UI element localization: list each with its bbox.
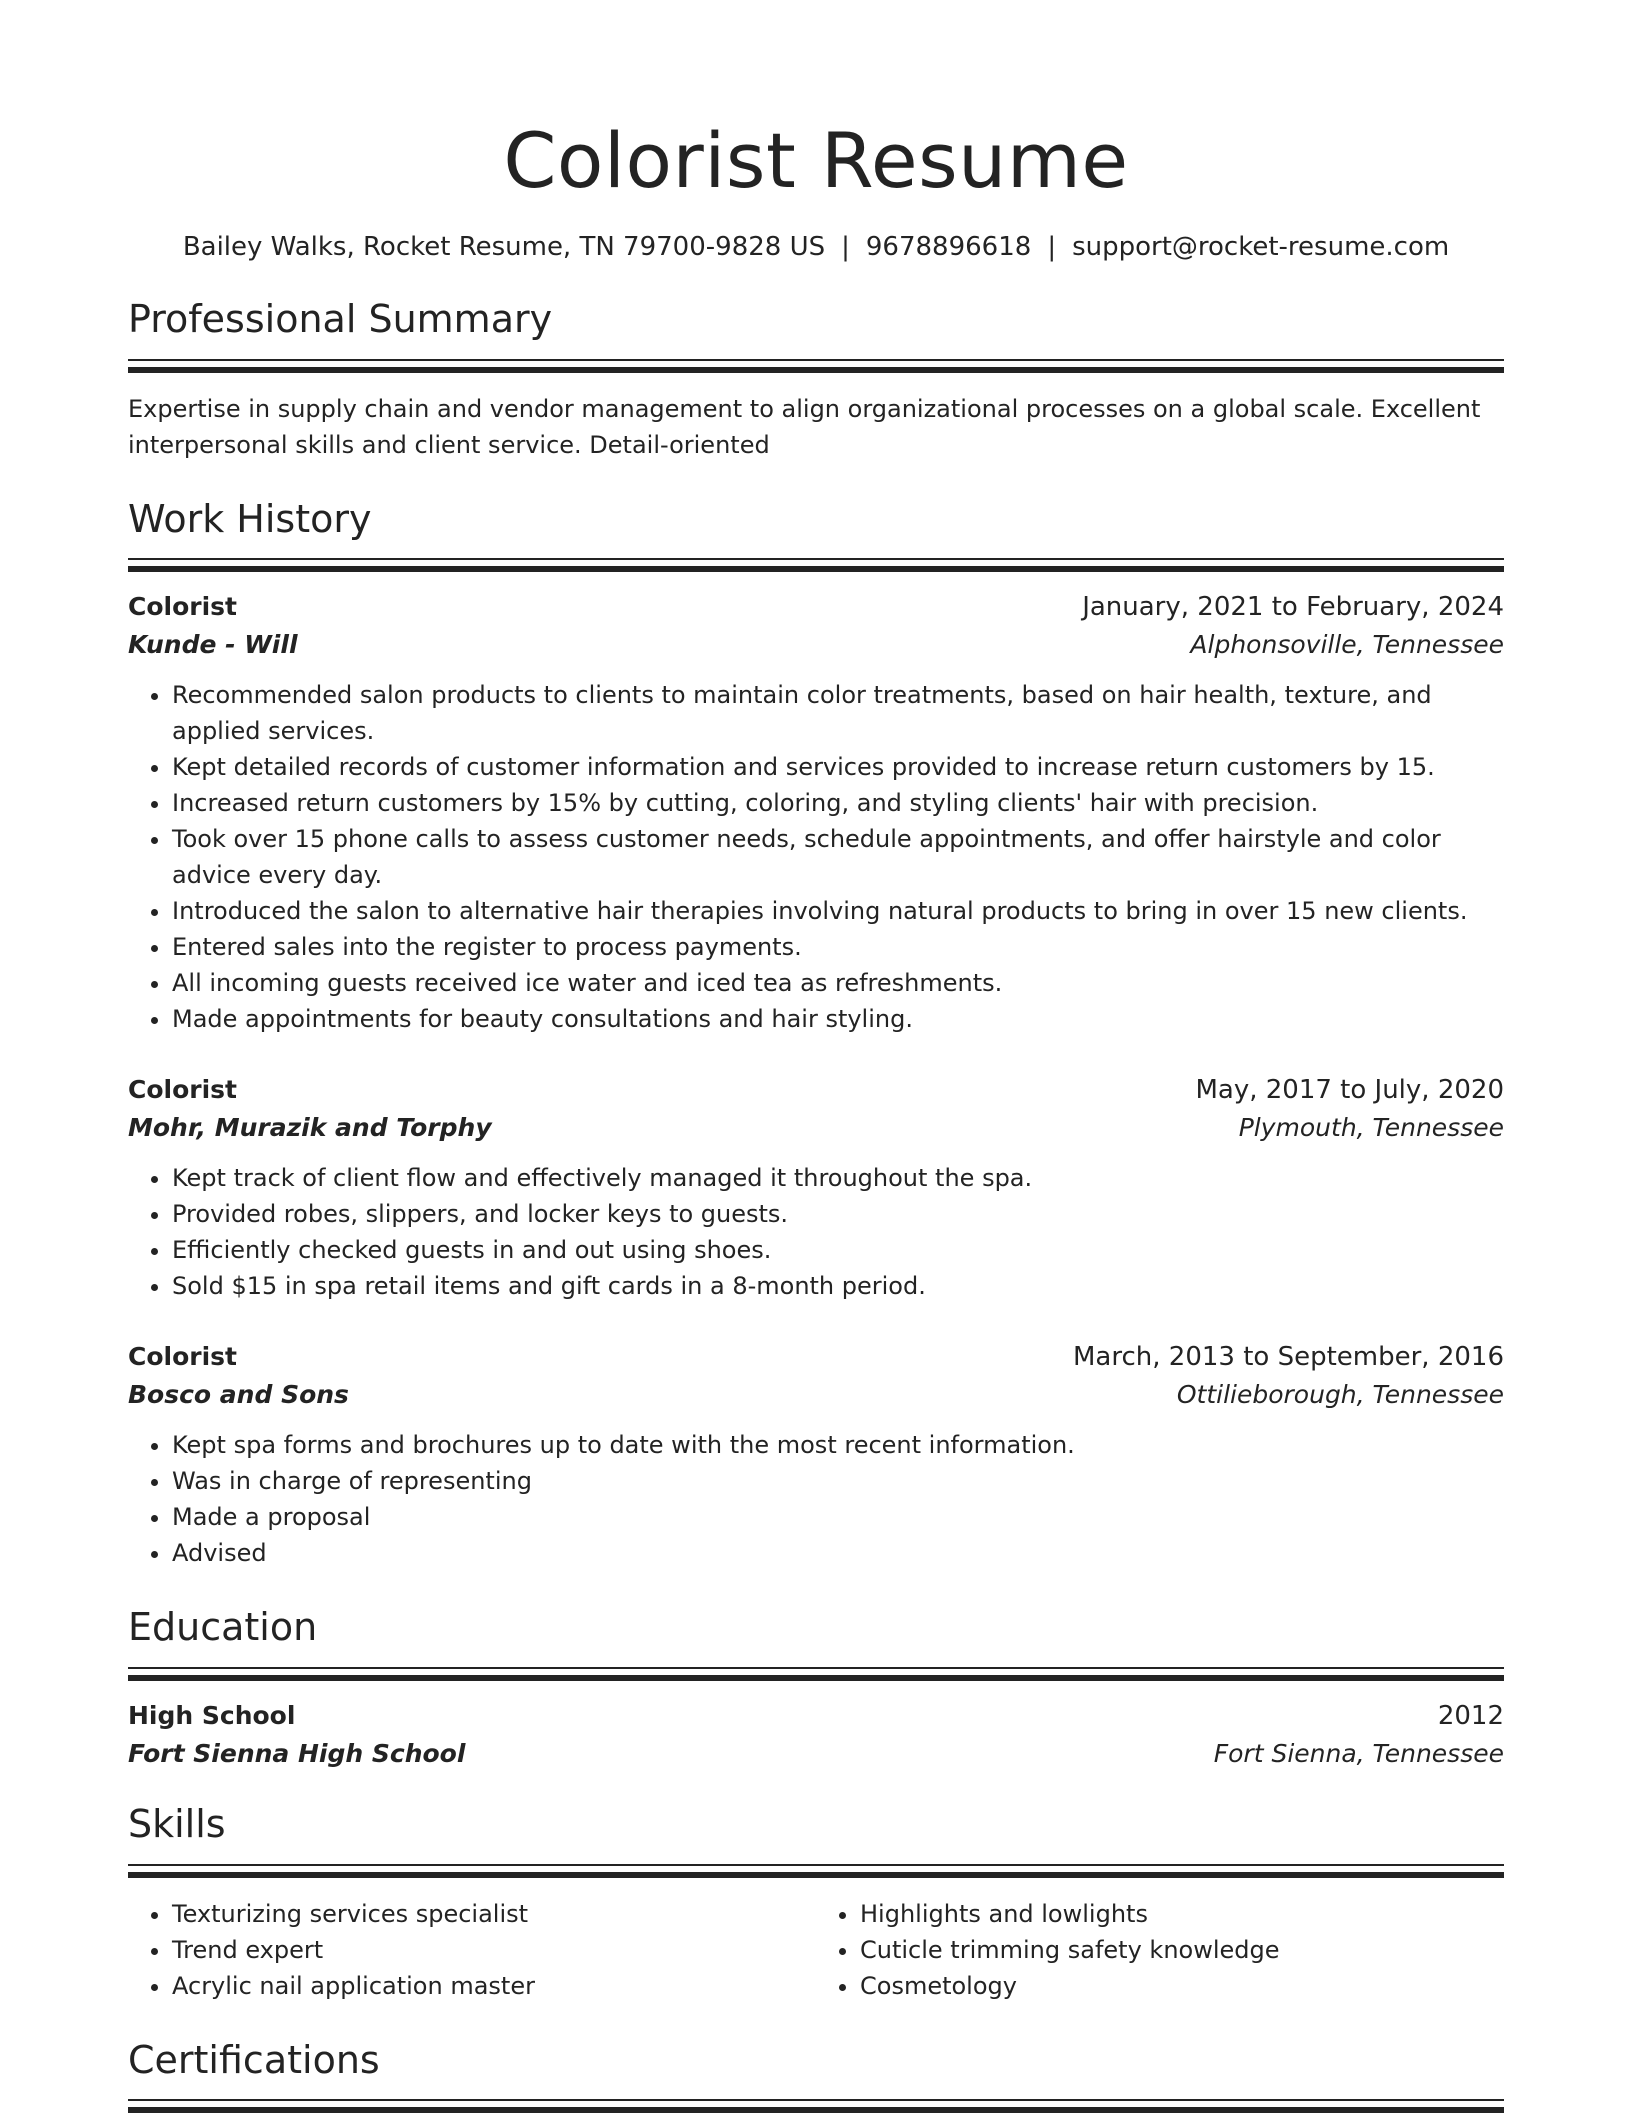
job-employer: Kunde - Will xyxy=(128,630,298,660)
list-item: • Recommended salon products to clients to maintain color treatments, based on hair health, texture, and applied services. xyxy=(172,677,1504,749)
contact-phone: 9678896618 xyxy=(865,232,1032,263)
skills-list-left xyxy=(128,1896,816,2004)
section-heading: Work History xyxy=(128,496,372,541)
job-entry xyxy=(128,1342,1504,1571)
contact-separator: | xyxy=(841,232,850,263)
list-item: • Kept detailed records of customer information and services provided to increase return customers by 15. xyxy=(172,749,1504,785)
list-item: • Was in charge of representing xyxy=(172,1463,1504,1499)
job-location: Ottilieborough, Tennessee xyxy=(1176,1380,1504,1410)
job-employer: Mohr, Murazik and Torphy xyxy=(128,1113,492,1143)
job-bullets xyxy=(128,677,1504,1037)
work-history-section xyxy=(128,497,1504,1572)
job-location: Plymouth, Tennessee xyxy=(1238,1113,1504,1143)
section-heading: Professional Summary xyxy=(128,297,553,342)
list-item: • Provided robes, slippers, and locker keys to guests. xyxy=(172,1196,1504,1232)
job-dates: March, 2013 to September, 2016 xyxy=(1073,1342,1504,1373)
section-divider xyxy=(128,359,1504,361)
job-bullets xyxy=(128,1160,1504,1304)
list-item: • Highlights and lowlights xyxy=(860,1896,1504,1932)
section-divider xyxy=(128,1864,1504,1866)
education-year: 2012 xyxy=(1437,1701,1504,1732)
skills-columns xyxy=(128,1896,1504,2004)
list-item: • Made appointments for beauty consultations and hair styling. xyxy=(172,1001,1504,1037)
section-divider xyxy=(128,1667,1504,1669)
list-item: • Sold $15 in spa retail items and gift cards in a 8-month period. xyxy=(172,1268,1504,1304)
section-divider xyxy=(128,558,1504,560)
list-item: • Kept spa forms and brochures up to date with the most recent information. xyxy=(172,1427,1504,1463)
section-heading: Education xyxy=(128,1605,318,1650)
list-item: • Took over 15 phone calls to assess customer needs, schedule appointments, and offer hairstyle and color advice every day. xyxy=(172,821,1504,893)
list-item: • Acrylic nail application master xyxy=(172,1968,816,2004)
job-dates: May, 2017 to July, 2020 xyxy=(1195,1075,1504,1106)
job-entry xyxy=(128,1075,1504,1304)
summary-text: Expertise in supply chain and vendor management to align organizational processes on a global scale. Excellent interpersonal skills and client service. Detail-oriented xyxy=(128,394,1481,459)
list-item: • Advised xyxy=(172,1535,1504,1571)
contact-separator: | xyxy=(1047,232,1057,263)
job-entry xyxy=(128,592,1504,1037)
list-item: • Entered sales into the register to process payments. xyxy=(172,929,1504,965)
skills-section xyxy=(128,1802,1504,2004)
certifications-section xyxy=(128,2038,1504,2113)
list-item: • Made a proposal xyxy=(172,1499,1504,1535)
education-school: Fort Sienna High School xyxy=(128,1739,466,1769)
list-item: • Cuticle trimming safety knowledge xyxy=(860,1932,1504,1968)
section-heading: Skills xyxy=(128,1802,226,1847)
section-divider xyxy=(128,2107,1504,2113)
skills-list-right xyxy=(816,1896,1504,2004)
list-item: • Texturizing services specialist xyxy=(172,1896,816,1932)
contact-line xyxy=(128,232,1504,263)
list-item: • Efficiently checked guests in and out using shoes. xyxy=(172,1232,1504,1268)
section-divider xyxy=(128,1675,1504,1681)
list-item: • Introduced the salon to alternative hair therapies involving natural products to bring in over 15 new clients. xyxy=(172,893,1504,929)
section-divider xyxy=(128,367,1504,373)
section-divider xyxy=(128,566,1504,572)
summary-section xyxy=(128,297,1504,463)
education-entry xyxy=(128,1701,1504,1768)
list-item: • Trend expert xyxy=(172,1932,816,1968)
list-item: • Increased return customers by 15% by cutting, coloring, and styling clients' hair with precision. xyxy=(172,785,1504,821)
job-location: Alphonsoville, Tennessee xyxy=(1190,630,1504,660)
contact-email: support@rocket-resume.com xyxy=(1072,232,1450,263)
section-heading: Certifications xyxy=(128,2037,380,2082)
list-item: • Kept track of client flow and effectively managed it throughout the spa. xyxy=(172,1160,1504,1196)
job-bullets xyxy=(128,1427,1504,1571)
education-section xyxy=(128,1605,1504,1768)
education-location: Fort Sienna, Tennessee xyxy=(1213,1739,1504,1769)
job-role: Colorist xyxy=(128,1075,237,1105)
list-item: • Cosmetology xyxy=(860,1968,1504,2004)
job-dates: January, 2021 to February, 2024 xyxy=(1082,592,1504,623)
section-divider xyxy=(128,2099,1504,2101)
education-degree: High School xyxy=(128,1701,296,1731)
resume-title: Colorist Resume xyxy=(503,116,1129,205)
section-divider xyxy=(128,1872,1504,1878)
contact-address: Bailey Walks, Rocket Resume, TN 79700-9828 US xyxy=(182,232,826,263)
list-item: • All incoming guests received ice water and iced tea as refreshments. xyxy=(172,965,1504,1001)
job-employer: Bosco and Sons xyxy=(128,1380,349,1410)
job-role: Colorist xyxy=(128,1342,237,1372)
job-role: Colorist xyxy=(128,592,237,622)
